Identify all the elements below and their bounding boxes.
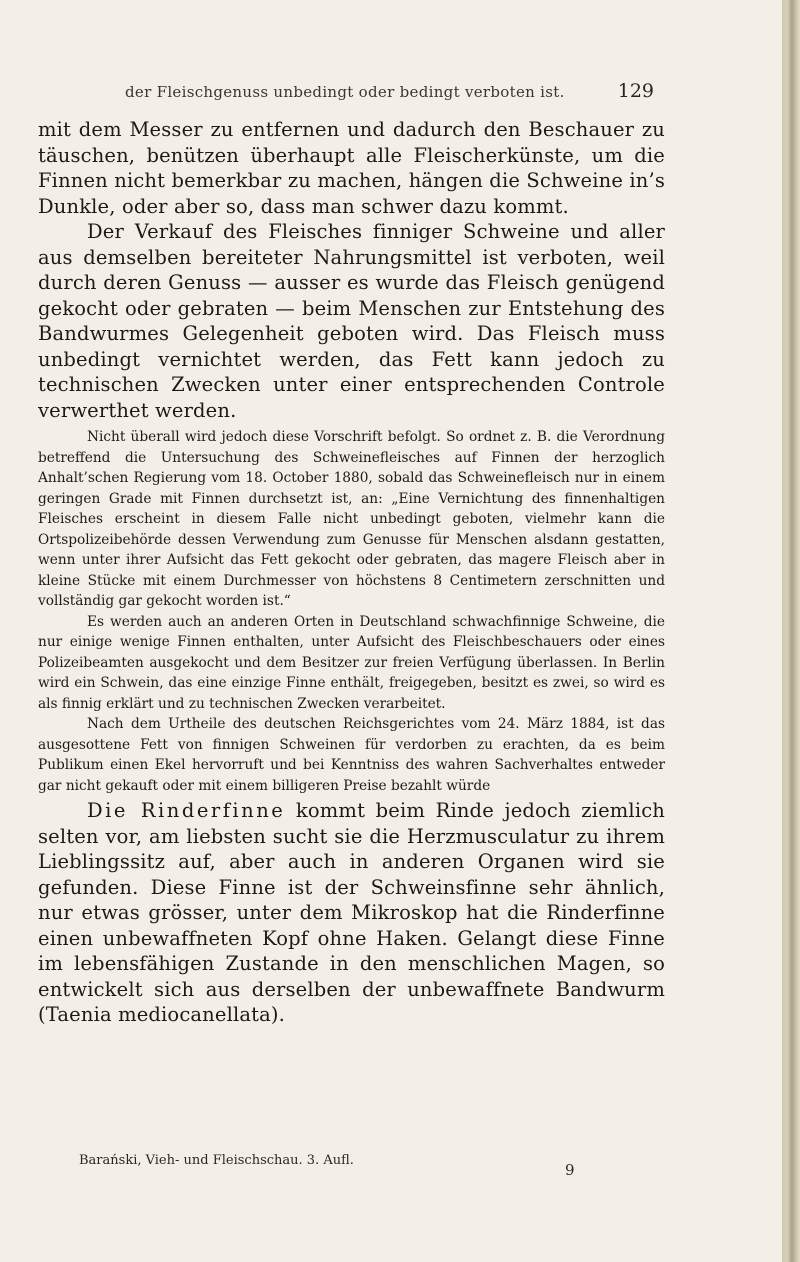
paragraph-continuation: mit dem Messer zu entfernen und dadurch den Beschauer zu täuschen, benützen überhaupt alle Fleischerkünste, um die Finnen nicht bemerkbar zu machen, hängen die Schweine in’s Dunkle, oder aber so, dass man schwer dazu kommt. [38,118,665,218]
paragraph-rinderfinne [38,798,665,1028]
running-head: der Fleischgenuss unbedingt oder bedingt verboten ist. [125,83,565,101]
page-edge [782,0,800,1262]
page-header [40,80,660,107]
term-rinderfinne: Die Rinderfinne [87,799,286,822]
body-text [38,117,665,1028]
paragraph-rinderfinne-text: kommt beim Rinde jedoch ziemlich selten vor, am liebsten sucht sie die Herzmusculatur zu ihrem Lieblingssitz auf, aber auch in anderen Organen wird sie gefunden. Diese Finne ist der Schweinsfinne sehr ähnlich, nur etwas grösser, unter dem Mikroskop hat die Rinderfinne einen unbewaffneten Kopf ohne Haken. Gelangt diese Finne im lebensfähigen Zustande in den menschlichen Magen, so entwickelt sich aus derselben der unbewaffnete Bandwurm (Taenia mediocanellata). [38,799,665,1026]
footer-signature: Barański, Vieh- und Fleischschau. 3. Aufl. [79,1153,354,1168]
paragraph-sale-ban: Der Verkauf des Fleisches finniger Schweine und aller aus demselben bereiteter Nahrungsmittel ist verboten, weil durch deren Genuss — ausser es wurde das Fleisch genügend gekocht oder gebraten — beim Menschen zur Entstehung des Bandwurmes Gelegenheit geboten wird. Das Fleisch muss unbedingt vernichtet werden, das Fett kann jedoch zu technischen Zwecken unter einer entsprechenden Controle verwerthet werden. [38,220,665,422]
note-court-ruling: Nach dem Urtheile des deutschen Reichsgerichtes vom 24. März 1884, ist das ausgesottene Fett von finnigen Schweinen für verdorben zu erachten, da es beim Publikum einen Ekel hervorruft und bei Kenntniss des wahren Sachverhaltes entweder gar nicht gekauft oder mit einem billigeren Preise bezahlt würde [38,716,665,794]
note-anhalt-ordinance: Nicht überall wird jedoch diese Vorschrift befolgt. So ordnet z. B. die Verordnung betreffend die Untersuchung des Schweinefleisches auf Finnen der herzoglich Anhalt’schen Regierung vom 18. October 1880, sobald das Schweinefleisch nur in einem geringen Grade mit Finnen durchsetzt ist, an: „Eine Vernichtung des finnenhaltigen Fleisches erscheint in diesem Falle nicht unbedingt geboten, vielmehr kann die Ortspolizeibehörde dessen Verwendung zum Genusse für Menschen alsdann gestatten, wenn unter ihrer Aufsicht das Fett gekocht oder gebraten, das magere Fleisch aber in kleine Stücke mit einem Durchmesser von höchstens 8 Centimetern zerschnitten und vollständig gar gekocht worden ist.“ [38,429,665,609]
signature-mark: 9 [565,1161,575,1179]
page-number: 129 [617,80,654,102]
note-germany-practice: Es werden auch an anderen Orten in Deutschland schwachfinnige Schweine, die nur einige wenige Finnen enthalten, unter Aufsicht des Fleischbeschauers oder eines Polizeibeamten ausgekocht und dem Besitzer zur freien Verfügung überlassen. In Berlin wird ein Schwein, das eine einzige Finne enthält, freigegeben, besitzt es zwei, so wird es als finnig erklärt und zu technischen Zwecken verarbeitet. [38,613,665,712]
page-footer [79,1153,579,1177]
